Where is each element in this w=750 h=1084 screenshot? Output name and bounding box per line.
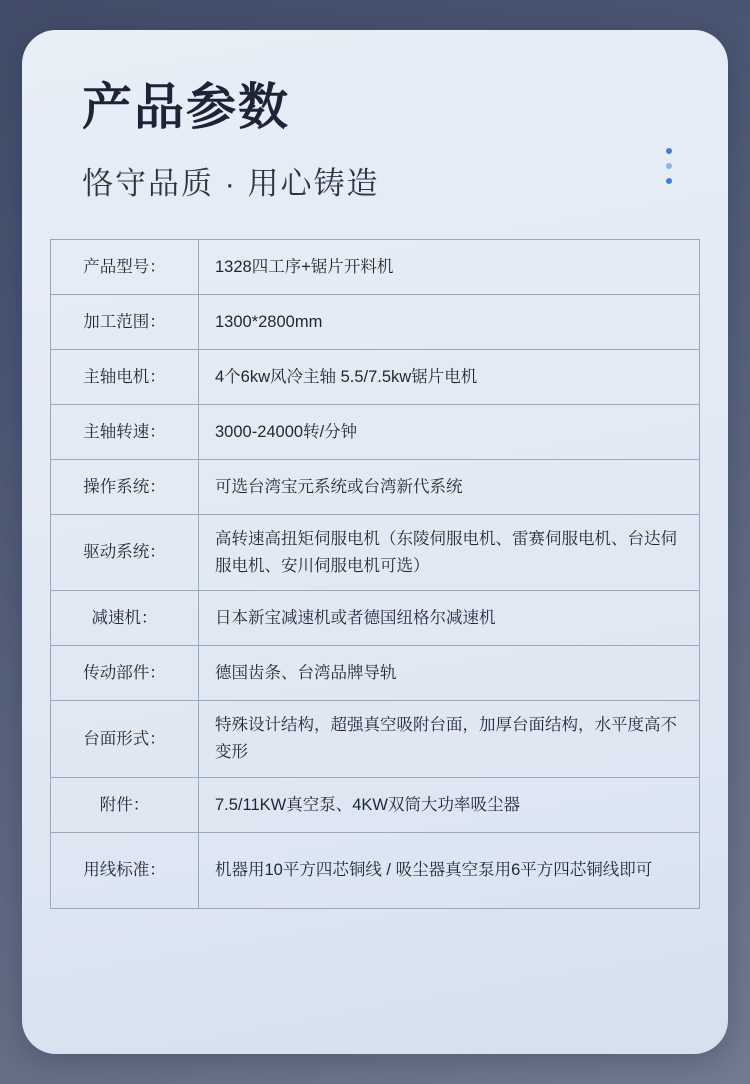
spec-value: 7.5/11KW真空泵、4KW双筒大功率吸尘器 xyxy=(215,795,520,814)
spec-value: 可选台湾宝元系统或台湾新代系统 xyxy=(215,477,463,496)
spec-value: 1300*2800mm xyxy=(215,312,323,331)
spec-label: 操作系统： xyxy=(51,460,199,514)
spec-label: 附件： xyxy=(51,778,199,832)
table-row xyxy=(51,460,699,515)
table-row xyxy=(51,295,699,350)
spec-value: 日本新宝减速机或者德国纽格尔减速机 xyxy=(215,609,496,628)
page-title: 产品参数 xyxy=(82,79,290,135)
spec-label: 减速机： xyxy=(51,591,199,645)
spec-label: 传动部件： xyxy=(51,646,199,700)
table-row xyxy=(51,240,699,295)
spec-label: 主轴电机： xyxy=(51,350,199,404)
spec-label: 台面形式： xyxy=(51,701,199,776)
page-subtitle: 恪守品质 · 用心铸造 xyxy=(82,166,380,201)
table-row xyxy=(51,515,699,591)
table-row xyxy=(51,405,699,460)
table-row xyxy=(51,350,699,405)
table-row xyxy=(51,646,699,701)
spec-value: 德国齿条、台湾品牌导轨 xyxy=(215,664,397,683)
spec-label: 产品型号： xyxy=(51,240,199,294)
table-row xyxy=(51,701,699,777)
spec-label: 主轴转速： xyxy=(51,405,199,459)
spec-value: 4个6kw风冷主轴 5.5/7.5kw锯片电机 xyxy=(215,367,478,386)
spec-value: 高转速高扭矩伺服电机（东陵伺服电机、雷赛伺服电机、台达伺服电机、安川伺服电机可选） xyxy=(215,530,677,575)
spec-card xyxy=(22,30,728,1054)
spec-table xyxy=(50,239,700,909)
spec-label: 加工范围： xyxy=(51,295,199,349)
table-row xyxy=(51,833,699,909)
spec-value: 1328四工序+锯片开料机 xyxy=(215,257,394,276)
spec-value: 特殊设计结构，超强真空吸附台面，加厚台面结构，水平度高不变形 xyxy=(215,716,677,762)
spec-value: 机器用10平方四芯铜线 / 吸尘器真空泵用6平方四芯铜线即可 xyxy=(215,861,653,880)
spec-label: 用线标准： xyxy=(51,833,199,908)
table-row xyxy=(51,778,699,833)
table-row xyxy=(51,591,699,646)
spec-value: 3000-24000转/分钟 xyxy=(215,422,358,441)
card-header xyxy=(22,30,728,203)
dot-decoration-icon xyxy=(666,148,672,184)
dot-icon-1 xyxy=(666,148,672,154)
dot-icon-2 xyxy=(666,163,672,169)
dot-icon-3 xyxy=(666,178,672,184)
spec-label: 驱动系统： xyxy=(51,515,199,590)
